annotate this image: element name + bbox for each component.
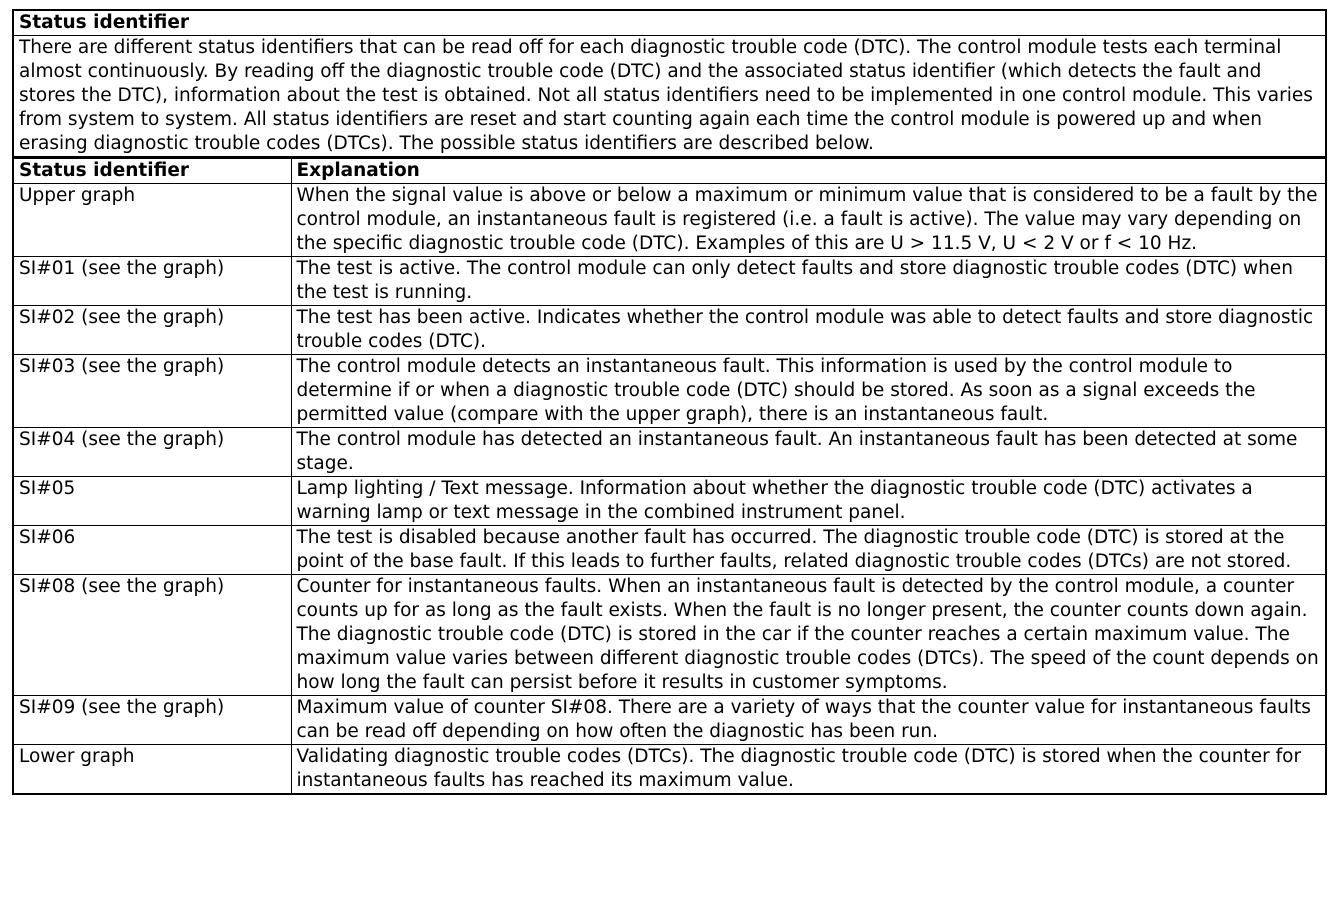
explanation-cell: Lamp lighting / Text message. Information about whether the diagnostic trouble code (DTC) activates a warning lamp or text message in the combined instrument panel. [291,477,1325,526]
status-identifier-cell: SI#06 [14,526,291,575]
section-intro: There are different status identifiers that can be read off for each diagnostic trouble code (DTC). The control module tests each terminal almost continuously. By reading off the diagnostic trouble code (DTC) and the associated status identifier (which detects the fault and stores the DTC), information about the test is obtained. Not all status identifiers need to be implemented in one control module. This varies from system to system. All status identifiers are reset and start counting again each time the control module is powered up and when erasing diagnostic trouble codes (DTCs). The possible status identifiers are described below. [14,36,1325,158]
status-identifier-cell: SI#08 (see the graph) [14,575,291,696]
status-identifier-cell: SI#01 (see the graph) [14,257,291,306]
table-row [14,477,1325,526]
column-header-status-identifier: Status identifier [14,158,291,184]
status-identifier-cell: SI#04 (see the graph) [14,428,291,477]
status-identifier-cell: SI#02 (see the graph) [14,306,291,355]
explanation-cell: The test is disabled because another fault has occurred. The diagnostic trouble code (DTC) is stored at the point of the base fault. If this leads to further faults, related diagnostic trouble codes (DTCs) are not stored. [291,526,1325,575]
table-row [14,257,1325,306]
status-identifier-cell: Upper graph [14,184,291,257]
explanation-cell: Validating diagnostic trouble codes (DTCs). The diagnostic trouble code (DTC) is stored when the counter for instantaneous faults has reached its maximum value. [291,745,1325,794]
table-row [14,184,1325,257]
status-identifier-cell: SI#05 [14,477,291,526]
table-row [14,575,1325,696]
explanation-cell: The control module has detected an instantaneous fault. An instantaneous fault has been detected at some stage. [291,428,1325,477]
status-identifier-cell: SI#03 (see the graph) [14,355,291,428]
explanation-cell: Maximum value of counter SI#08. There are a variety of ways that the counter value for instantaneous faults can be read off depending on how often the diagnostic has been run. [291,696,1325,745]
table-row [14,428,1325,477]
status-identifier-cell: SI#09 (see the graph) [14,696,291,745]
explanation-cell: The test has been active. Indicates whether the control module was able to detect faults and store diagnostic trouble codes (DTC). [291,306,1325,355]
explanation-cell: When the signal value is above or below a maximum or minimum value that is considered to be a fault by the control module, an instantaneous fault is registered (i.e. a fault is active). The value may vary depending on the specific diagnostic trouble code (DTC). Examples of this are U > 11.5 V, U < 2 V or f < 10 Hz. [291,184,1325,257]
table-row [14,745,1325,794]
status-identifier-table [14,11,1325,793]
status-identifier-document [12,9,1327,795]
table-row [14,355,1325,428]
explanation-cell: The control module detects an instantaneous fault. This information is used by the control module to determine if or when a diagnostic trouble code (DTC) should be stored. As soon as a signal exceeds the permitted value (compare with the upper graph), there is an instantaneous fault. [291,355,1325,428]
table-row [14,306,1325,355]
status-identifier-cell: Lower graph [14,745,291,794]
explanation-cell: The test is active. The control module can only detect faults and store diagnostic trouble codes (DTC) when the test is running. [291,257,1325,306]
column-header-explanation: Explanation [291,158,1325,184]
explanation-cell: Counter for instantaneous faults. When an instantaneous fault is detected by the control module, a counter counts up for as long as the fault exists. When the fault is no longer present, the counter counts down again. The diagnostic trouble code (DTC) is stored in the car if the counter reaches a certain maximum value. The maximum value varies between different diagnostic trouble codes (DTCs). The speed of the count depends on how long the fault can persist before it results in customer symptoms. [291,575,1325,696]
section-title: Status identifier [14,11,1325,36]
table-row [14,526,1325,575]
table-row [14,696,1325,745]
table-header-row [14,158,1325,184]
